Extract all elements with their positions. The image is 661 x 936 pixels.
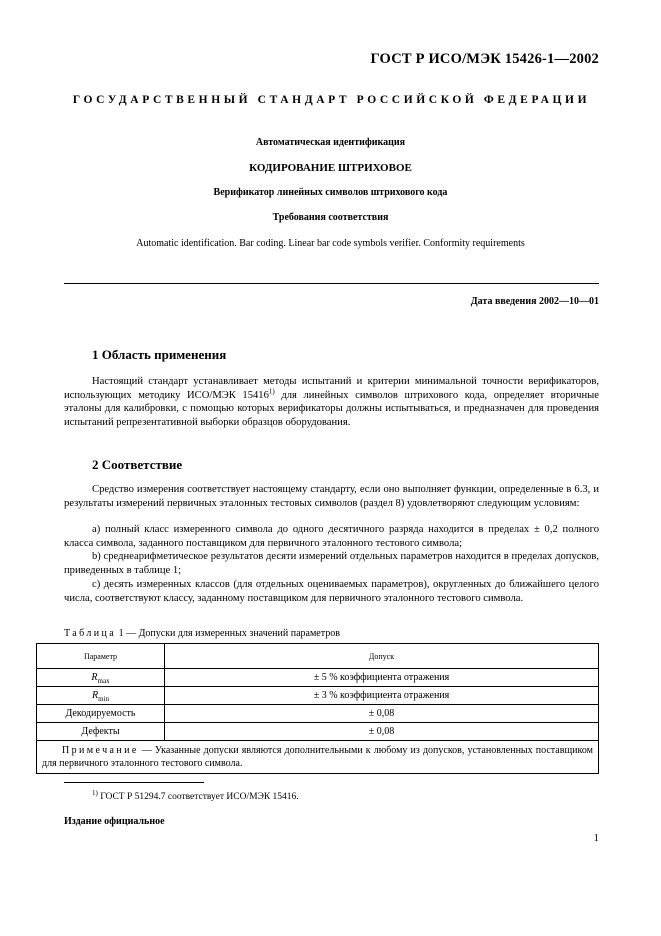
title-line-2: КОДИРОВАНИЕ ШТРИХОВОЕ bbox=[249, 162, 412, 174]
footnote-divider bbox=[64, 782, 204, 783]
parameter-cell bbox=[37, 669, 165, 687]
parameter-subscript: max bbox=[97, 677, 110, 685]
tolerance-cell: ± 5 % коэффициента отражения bbox=[165, 669, 599, 687]
condition-b-text: b) среднеарифметическое результатов десяти измерений отдельных параметров находится в пределах допусков, приведенных в таблице 1; bbox=[64, 551, 599, 576]
footnote-text: ГОСТ Р 51294.7 соответствует ИСО/МЭК 15416. bbox=[97, 792, 299, 802]
section-2-intro-text: Средство измерения соответствует настоящему стандарту, если оно выполняет функции, определенные в 6.3, и результаты измерений первичных эталонных тестовых символов (раздел 8) удовлетворяют следующим условиям: bbox=[64, 484, 599, 509]
column-header-parameter: Параметр bbox=[37, 644, 165, 669]
section-1-heading: 1 Область применения bbox=[92, 347, 227, 362]
footnote-reference: 1) bbox=[268, 387, 275, 396]
section-2-intro bbox=[64, 483, 599, 510]
page-number: 1 bbox=[593, 832, 599, 844]
table-note-row bbox=[37, 741, 599, 774]
tolerance-cell: ± 0,08 bbox=[165, 705, 599, 723]
parameter-subscript: min bbox=[98, 695, 109, 703]
edition-label: Издание официальное bbox=[64, 816, 165, 827]
section-2-heading: 2 Соответствие bbox=[92, 457, 183, 472]
table-caption bbox=[64, 628, 340, 639]
header-divider bbox=[64, 283, 599, 284]
section-1-text-b: для линейных символов штрихового кода, определяет вторичные эталоны для калибровки, с помощью которых верификаторы должны испытываться, и предназначен для проведения испытаний репрезентативной выборки образцов оборудования. bbox=[64, 389, 599, 428]
footnote-mark: 1) bbox=[92, 788, 98, 797]
table-note bbox=[37, 741, 599, 774]
section-1-text-a: Настоящий стандарт устанавливает методы испытаний и критерии минимальной точности верификаторов, использующих методику ИСО/МЭК 15416 bbox=[64, 376, 599, 401]
table-row bbox=[37, 669, 599, 687]
document-code: ГОСТ Р ИСО/МЭК 15426-1—2002 bbox=[370, 51, 599, 67]
condition-a-text: a) полный класс измеренного символа до одного десятичного разряда находится в пределах ± 0,2 полного класса символа, заданного поставщиком для первичного эталонного тестового символа; bbox=[64, 524, 599, 549]
table-row bbox=[37, 687, 599, 705]
condition-c bbox=[64, 578, 599, 605]
english-title: Automatic identification. Bar coding. Linear bar code symbols verifier. Conformity requirements bbox=[136, 238, 525, 249]
note-word: Примечание bbox=[62, 745, 139, 756]
table-caption-text: 1 — Допуски для измеренных значений параметров bbox=[116, 628, 340, 639]
table-header-row bbox=[37, 644, 599, 669]
title-line-4: Требования соответствия bbox=[272, 212, 389, 223]
note-text: — Указанные допуски являются дополнительными к любому из допусков, установленных поставщиком для первичного эталонного тестового символа. bbox=[42, 745, 593, 769]
table-row bbox=[37, 705, 599, 723]
condition-a bbox=[64, 523, 599, 550]
parameter-symbol: R bbox=[91, 672, 98, 683]
tolerance-cell: ± 0,08 bbox=[165, 723, 599, 741]
parameter-cell: Декодируемость bbox=[37, 705, 165, 723]
title-line-3: Верификатор линейных символов штрихового кода bbox=[213, 187, 448, 198]
condition-b bbox=[64, 550, 599, 577]
parameter-cell bbox=[37, 687, 165, 705]
title-line-1: Автоматическая идентификация bbox=[255, 137, 406, 148]
state-standard-heading: ГОСУДАРСТВЕННЫЙ СТАНДАРТ РОССИЙСКОЙ ФЕДЕРАЦИИ bbox=[72, 94, 591, 106]
section-1-paragraph bbox=[64, 375, 599, 429]
tolerance-table bbox=[36, 643, 599, 774]
column-header-tolerance: Допуск bbox=[165, 644, 599, 669]
footnote bbox=[92, 788, 299, 802]
parameter-cell: Дефекты bbox=[37, 723, 165, 741]
table-caption-word: Таблица bbox=[64, 628, 117, 639]
condition-c-text: c) десять измеренных классов (для отдельных оцениваемых параметров), округленных до ближайшего целого числа, соответствуют классу, заданному поставщиком для первичного эталонного тестового символа. bbox=[64, 579, 599, 604]
table-row bbox=[37, 723, 599, 741]
parameter-symbol: R bbox=[92, 690, 99, 701]
date-of-introduction: Дата введения 2002—10—01 bbox=[470, 296, 599, 307]
tolerance-cell: ± 3 % коэффициента отражения bbox=[165, 687, 599, 705]
